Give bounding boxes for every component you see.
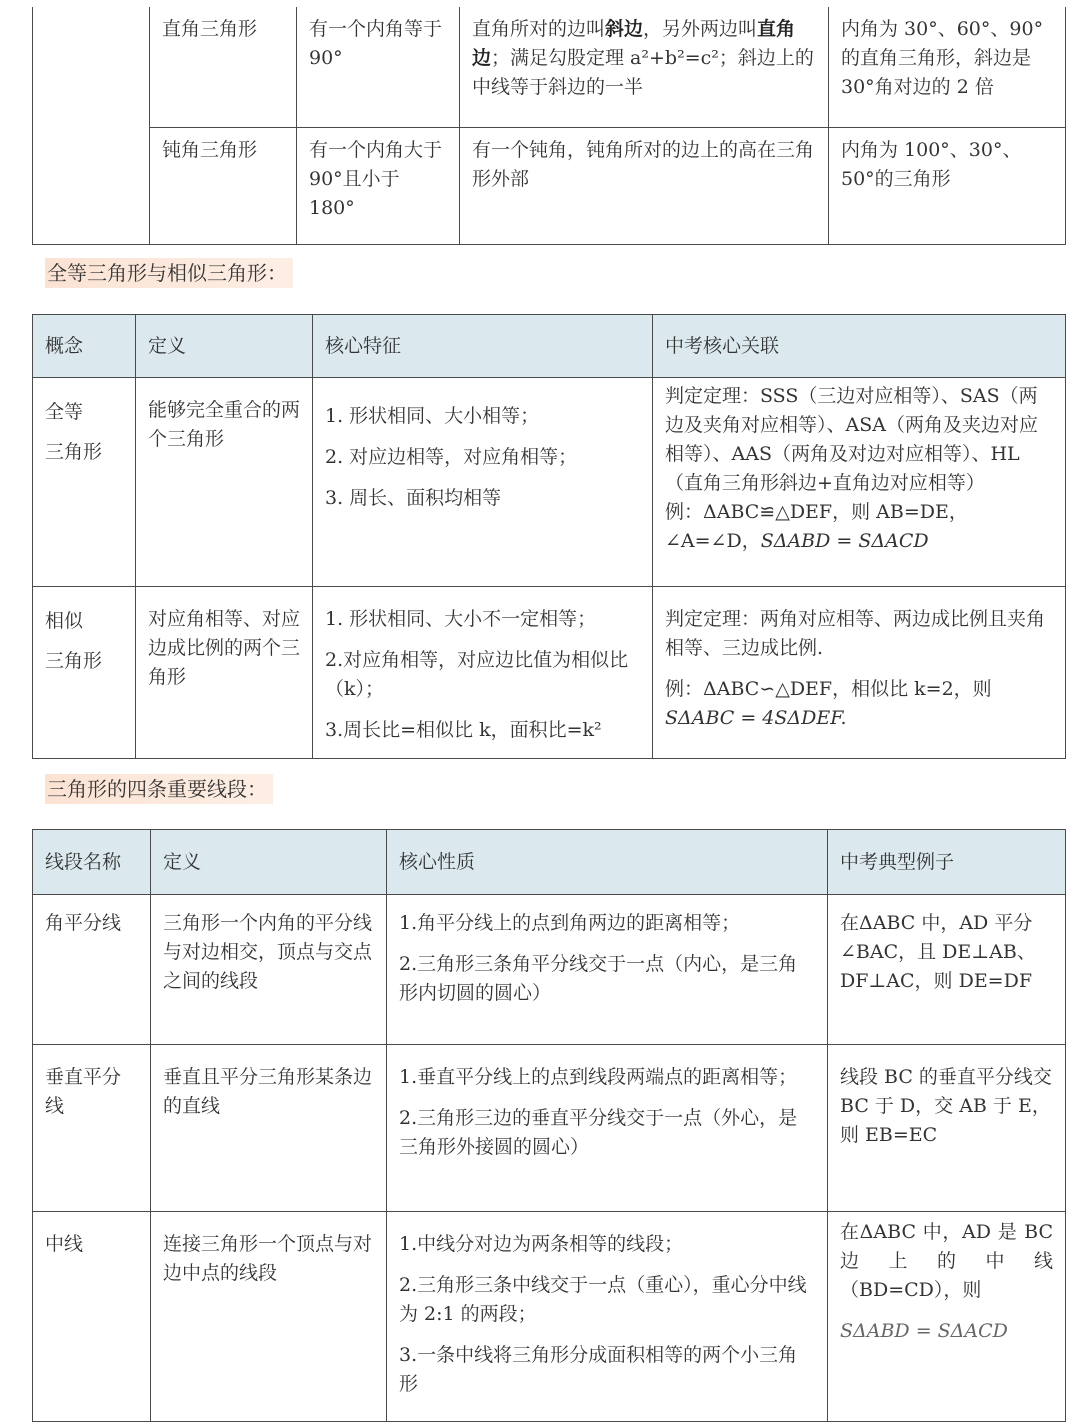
table-row bbox=[33, 1212, 1066, 1422]
property-item: 2.三角形三条中线交于一点（重心），重心分中线为 2:1 的两段； bbox=[399, 1274, 807, 1325]
table-row bbox=[33, 587, 1066, 759]
segment-properties bbox=[387, 895, 828, 1045]
definition-cell: 能够完全重合的两个三角形 bbox=[136, 378, 313, 587]
feature-item: 2. 对应边相等，对应角相等； bbox=[325, 446, 578, 468]
table-row bbox=[33, 378, 1066, 587]
area-formula: SΔABD = SΔACD bbox=[760, 530, 929, 552]
type-definition: 有一个内角大于 90°且小于 180° bbox=[297, 127, 460, 244]
column-header: 线段名称 bbox=[33, 830, 151, 895]
concept-line: 三角形 bbox=[45, 650, 103, 672]
concept-line: 全等 bbox=[45, 401, 84, 423]
property-item: 2.三角形三边的垂直平分线交于一点（外心，是三角形外接圆的圆心） bbox=[399, 1107, 798, 1158]
segment-example bbox=[828, 1212, 1066, 1422]
link-text: 判定定理：两角对应相等、两边成比例且夹角相等、三边成比例. bbox=[665, 608, 1046, 659]
table-header-row bbox=[33, 315, 1066, 378]
segment-example: 线段 BC 的垂直平分线交 BC 于 D，交 AB 于 E，则 EB=EC bbox=[828, 1045, 1066, 1212]
feature-item: 3. 周长、面积均相等 bbox=[325, 487, 502, 509]
column-header: 定义 bbox=[151, 830, 387, 895]
type-feature: 有一个钝角，钝角所对的边上的高在三角形外部 bbox=[460, 127, 829, 244]
table-row bbox=[33, 895, 1066, 1045]
table-row bbox=[33, 7, 1066, 127]
congruent-similar-table bbox=[32, 314, 1066, 759]
concept-cell bbox=[33, 587, 136, 759]
segment-name: 角平分线 bbox=[33, 895, 151, 1045]
feature-item: 1. 形状相同、大小不一定相等； bbox=[325, 608, 597, 630]
link-example bbox=[665, 498, 1053, 556]
type-definition: 有一个内角等于 90° bbox=[297, 7, 460, 127]
features-cell bbox=[313, 378, 653, 587]
segment-definition: 三角形一个内角的平分线与对边相交，顶点与交点之间的线段 bbox=[151, 895, 387, 1045]
feature-item: 3.周长比=相似比 k，面积比=k² bbox=[325, 719, 602, 741]
property-item: 1.中线分对边为两条相等的线段； bbox=[399, 1233, 684, 1255]
table-row bbox=[33, 1045, 1066, 1212]
link-example-text: 例：ΔABC≌△DEF，则 AB=DE，∠A=∠D， bbox=[665, 501, 968, 552]
segment-example: 在ΔABC 中，AD 平分∠BAC，且 DE⊥AB、DF⊥AC，则 DE=DF bbox=[828, 895, 1066, 1045]
column-header: 中考典型例子 bbox=[828, 830, 1066, 895]
segment-definition: 连接三角形一个顶点与对边中点的线段 bbox=[151, 1212, 387, 1422]
segment-name: 中线 bbox=[33, 1212, 151, 1422]
type-name: 直角三角形 bbox=[150, 7, 297, 127]
feature-item: 2.对应角相等，对应边比值为相似比（k）； bbox=[325, 649, 629, 700]
link-example: 例：ΔABC∽△DEF，相似比 k=2，则 bbox=[665, 678, 992, 700]
segment-definition: 垂直且平分三角形某条边的直线 bbox=[151, 1045, 387, 1212]
segment-properties bbox=[387, 1212, 828, 1422]
type-feature bbox=[460, 7, 829, 127]
feature-text: ，另外两边叫 bbox=[643, 18, 758, 40]
table-header-row bbox=[33, 830, 1066, 895]
column-header: 中考核心关联 bbox=[653, 315, 1066, 378]
link-cell bbox=[653, 587, 1066, 759]
feature-text: ；满足勾股定理 a²+b²=c²；斜边上的中线等于斜边的一半 bbox=[472, 47, 814, 98]
definition-cell: 对应角相等、对应边成比例的两个三角形 bbox=[136, 587, 313, 759]
feature-item: 1. 形状相同、大小相等； bbox=[325, 405, 540, 427]
table-row bbox=[33, 127, 1066, 244]
section-title: 全等三角形与相似三角形： bbox=[45, 258, 293, 288]
feature-text: 直角所对的边叫 bbox=[472, 18, 606, 40]
property-item: 1.角平分线上的点到角两边的距离相等； bbox=[399, 912, 741, 934]
concept-line: 三角形 bbox=[45, 441, 103, 463]
type-example: 内角为 30°、60°、90°的直角三角形，斜边是 30°角对边的 2 倍 bbox=[829, 7, 1066, 127]
example-text: 在ΔABC 中，AD 是 BC 边上的中线（BD=CD），则 bbox=[840, 1221, 1053, 1301]
section-title: 三角形的四条重要线段： bbox=[45, 774, 273, 804]
area-formula: SΔABD = SΔACD bbox=[840, 1320, 1008, 1342]
type-name: 钝角三角形 bbox=[150, 127, 297, 244]
property-item: 2.三角形三条角平分线交于一点（内心，是三角形内切圆的圆心） bbox=[399, 953, 798, 1004]
category-cell bbox=[33, 7, 150, 244]
important-segments-table bbox=[32, 829, 1066, 1422]
concept-line: 相似 bbox=[45, 610, 84, 632]
link-cell bbox=[653, 378, 1066, 587]
area-formula: SΔABC = 4SΔDEF. bbox=[665, 707, 847, 729]
column-header: 概念 bbox=[33, 315, 136, 378]
column-header: 核心性质 bbox=[387, 830, 828, 895]
feature-bold-term: 直角边 bbox=[472, 18, 796, 69]
segment-properties bbox=[387, 1045, 828, 1212]
feature-bold-term: 斜边 bbox=[605, 18, 644, 40]
concept-cell bbox=[33, 378, 136, 587]
segment-name: 垂直平分线 bbox=[33, 1045, 151, 1212]
column-header: 定义 bbox=[136, 315, 313, 378]
property-item: 3.一条中线将三角形分成面积相等的两个小三角形 bbox=[399, 1344, 798, 1395]
column-header: 核心特征 bbox=[313, 315, 653, 378]
link-text: 判定定理：SSS（三边对应相等）、SAS（两边及夹角对应相等）、ASA（两角及夹边对应相等）、AAS（两角及对边对应相等）、HL（直角三角形斜边+直角边对应相等） bbox=[665, 385, 1038, 494]
triangle-types-table bbox=[32, 7, 1066, 245]
property-item: 1.垂直平分线上的点到线段两端点的距离相等； bbox=[399, 1066, 798, 1088]
features-cell bbox=[313, 587, 653, 759]
type-example: 内角为 100°、30°、50°的三角形 bbox=[829, 127, 1066, 244]
